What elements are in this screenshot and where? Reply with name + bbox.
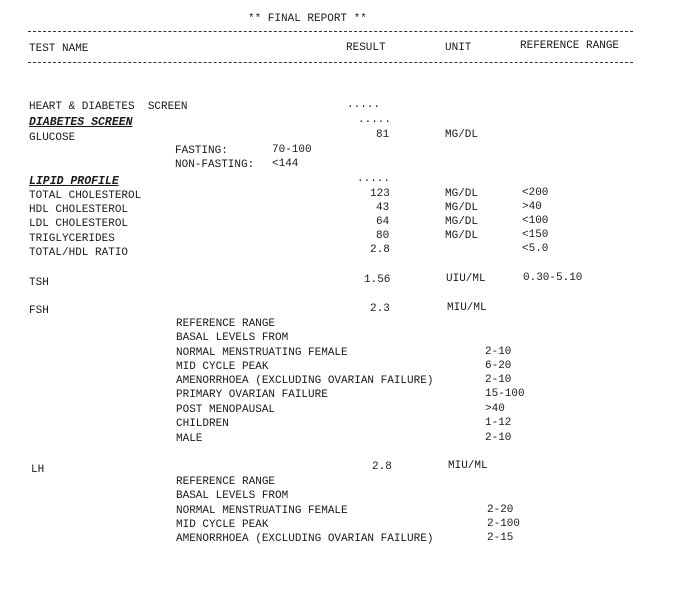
- lipid-row-ref: <5.0: [522, 243, 549, 255]
- lh-result: 2.8: [372, 461, 392, 473]
- glucose-result: 81: [376, 129, 390, 141]
- lipid-row-name: HDL CHOLESTEROL: [29, 204, 129, 216]
- fasting-label: FASTING:: [175, 145, 228, 157]
- fsh-ref-value: 6-20: [485, 360, 512, 372]
- report-title: ** FINAL REPORT **: [248, 13, 367, 25]
- tsh-result: 1.56: [364, 274, 391, 286]
- col-header-result: RESULT: [346, 42, 386, 54]
- fsh-result: 2.3: [370, 303, 390, 315]
- fsh-ref-label: PRIMARY OVARIAN FAILURE: [176, 389, 328, 401]
- glucose-name: GLUCOSE: [29, 132, 76, 144]
- fsh-ref-label: POST MENOPAUSAL: [176, 404, 276, 416]
- lipid-row-result: 43: [376, 202, 390, 214]
- glucose-unit: MG/DL: [445, 129, 479, 141]
- lipid-row-result: 64: [376, 216, 390, 228]
- lipid-row-ref: >40: [522, 201, 542, 213]
- fsh-ref-label: CHILDREN: [176, 418, 229, 430]
- lipid-row-ref: <200: [522, 187, 549, 199]
- fsh-ref-value: 2-10: [485, 346, 512, 358]
- lh-ref-label: NORMAL MENSTRUATING FEMALE: [176, 505, 348, 517]
- fsh-ref-value: 15-100: [485, 388, 525, 400]
- header-divider-top: [28, 31, 633, 32]
- lh-name: LH: [31, 464, 45, 476]
- col-header-reference-range: REFERENCE RANGE: [520, 40, 620, 52]
- fsh-ref-value: >40: [485, 403, 505, 415]
- fsh-ref-label: MALE: [176, 433, 203, 445]
- tsh-unit: UIU/ML: [446, 273, 486, 285]
- lh-ref-label: AMENORRHOEA (EXCLUDING OVARIAN FAILURE): [176, 533, 434, 545]
- lh-unit: MIU/ML: [448, 460, 488, 472]
- fsh-ref-value: 2-10: [485, 432, 512, 444]
- diabetes-screen-heading: DIABETES SCREEN: [29, 116, 133, 129]
- nonfasting-range: <144: [272, 158, 299, 170]
- col-header-test-name: TEST NAME: [29, 43, 89, 55]
- fsh-name: FSH: [29, 305, 49, 317]
- fsh-ref-value: 2-10: [485, 374, 512, 386]
- lipid-row-name: TOTAL/HDL RATIO: [29, 247, 129, 259]
- lipid-row-ref: <150: [522, 229, 549, 241]
- diabetes-dots: .....: [358, 114, 392, 126]
- fasting-range: 70-100: [272, 144, 312, 156]
- lipid-row-result: 80: [376, 230, 390, 242]
- lipid-row-result: 2.8: [370, 244, 390, 256]
- lipid-dots: .....: [357, 173, 391, 185]
- lipid-row-unit: MG/DL: [445, 202, 479, 214]
- lipid-row-name: LDL CHOLESTEROL: [29, 218, 129, 230]
- lh-ref-value: 2-15: [487, 532, 514, 544]
- lh-ref-value: 2-20: [487, 504, 514, 516]
- fsh-ref-label: AMENORRHOEA (EXCLUDING OVARIAN FAILURE): [176, 375, 434, 387]
- lipid-row-unit: MG/DL: [445, 216, 479, 228]
- tsh-ref: 0.30-5.10: [523, 272, 583, 284]
- lipid-profile-heading: LIPID PROFILE: [29, 175, 119, 188]
- fsh-ref-value: 1-12: [485, 417, 512, 429]
- fsh-ref-label: REFERENCE RANGE: [176, 318, 276, 330]
- lipid-row-unit: MG/DL: [445, 230, 479, 242]
- lh-ref-value: 2-100: [487, 518, 521, 530]
- lipid-row-name: TOTAL CHOLESTEROL: [29, 190, 142, 202]
- lipid-row-unit: MG/DL: [445, 188, 479, 200]
- lipid-row-result: 123: [370, 188, 390, 200]
- tsh-name: TSH: [29, 277, 49, 289]
- fsh-ref-label: MID CYCLE PEAK: [176, 361, 269, 373]
- nonfasting-label: NON-FASTING:: [175, 159, 255, 171]
- heart-diabetes-result: .....: [347, 99, 381, 111]
- heart-diabetes-label: HEART & DIABETES SCREEN: [29, 101, 188, 113]
- col-header-unit: UNIT: [445, 42, 472, 54]
- lipid-row-name: TRIGLYCERIDES: [29, 233, 115, 245]
- fsh-ref-label: NORMAL MENSTRUATING FEMALE: [176, 347, 348, 359]
- lipid-row-ref: <100: [522, 215, 549, 227]
- fsh-unit: MIU/ML: [447, 302, 487, 314]
- lh-ref-label: BASAL LEVELS FROM: [176, 490, 289, 502]
- fsh-ref-label: BASAL LEVELS FROM: [176, 332, 289, 344]
- header-divider-bottom: [28, 62, 633, 63]
- lh-ref-label: MID CYCLE PEAK: [176, 519, 269, 531]
- lh-ref-label: REFERENCE RANGE: [176, 476, 276, 488]
